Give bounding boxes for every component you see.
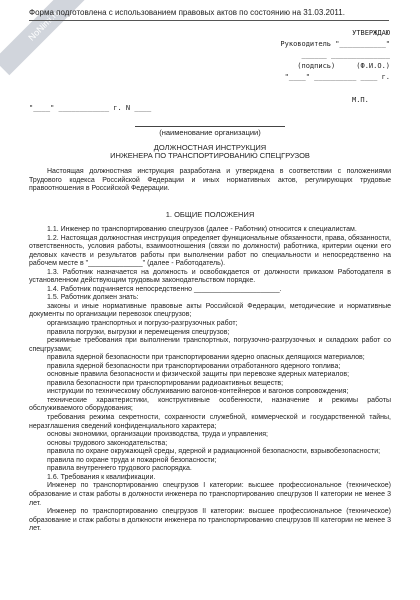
approval-title: УТВЕРЖДАЮ [352,29,390,37]
paragraph: законы и иные нормативные правовые акты Российской Федерации, методические и нормативные документы по организации перевозок спецгрузов; [29,302,391,319]
paragraph: 1.5. Работник должен знать: [47,294,139,302]
paragraph: правила по охране окружающей среды, ядерной и радиационной безопасности, взрывобезопасности; [47,448,381,456]
paragraph: технические характеристики, конструктивные особенности, назначение и режимы работы обслуживаемого оборудования; [29,396,391,413]
paragraph: правила по охране труда и пожарной безопасности; [47,456,217,464]
paragraph: 1.2. Настоящая должностная инструкция определяет функциональные обязанности, права, обязанности, ответственность, условия работы, взаимоотношения (связи по должности) работника, критерии оценки его деловых качеств и результатов работы при выполнении работ по специальности и непосредственно на рабочем месте в "______________" (далее - Работодатель). [29,234,391,268]
header-divider [29,20,389,21]
watermark-banner: NoNimi.ru [0,0,94,75]
section-body [29,226,391,534]
intro-paragraph: Настоящая должностная инструкция разработана и утверждена в соответствии с положениями Трудового кодекса Российской Федерации и иных нормативных актов, регулирующих трудовые правоотношения в Российской Федерации. [29,168,391,193]
paragraph: режимные требования при выполнении транспортных, погрузочно-разгрузочных и складских работ со спецгрузами; [29,337,391,353]
document-date-number: "____" ____________ г. N ____ [29,104,152,112]
header-note: Форма подготовлена с использованием правовых актов по состоянию на 31.03.2011. [29,8,345,17]
paragraph: правила ядерной безопасности при транспортировании отработанного ядерного топлива; [47,362,341,370]
document-title: ДОЛЖНОСТНАЯ ИНСТРУКЦИЯ [153,143,267,152]
paragraph: правила внутреннего трудового распорядка. [47,465,192,473]
approval-block [200,28,390,83]
paragraph: основы трудового законодательства; [47,439,168,447]
document-subtitle: ИНЖЕНЕРА ПО ТРАНСПОРТИРОВАНИЮ СПЕЦГРУЗОВ [110,151,310,160]
approval-manager-line: Руководитель "___________" [280,40,390,48]
paragraph: 1.4. Работник подчиняется непосредственно ______________________. [47,285,282,293]
organization-caption: (наименование организации) [159,128,261,137]
paragraph: 1.6. Требования к квалификации. [47,473,156,481]
section-heading: 1. ОБЩИЕ ПОЛОЖЕНИЯ [165,210,255,219]
paragraph: 1.1. Инженер по транспортированию спецгрузов (далее - Работник) относится к специалистам. [47,226,357,233]
paragraph: инструкции по техническому обслуживанию вагонов-контейнеров и вагонов сопровождения; [47,388,349,396]
paragraph: Инженер по транспортированию спецгрузов II категории: высшее профессиональное (техническое) образование и стаж работы в должности инженера по транспортированию спецгрузов III категории не менее 3 лет. [29,508,391,533]
paragraph: правила безопасности при транспортировании радиоактивных веществ; [47,379,284,387]
paragraph: требования режима секретности, сохранности служебной, коммерческой и государственной тайны, неразглашения сведений конфиденциального характера; [29,414,391,430]
approval-signature-line: ______ ______________ [301,51,390,59]
paragraph: 1.3. Работник назначается на должность и освобождается от должности приказом Работодателя в установленном действующим трудовым законодательством порядке. [29,268,391,285]
paragraph: правила ядерной безопасности при транспортировании ядерно опасных делящихся материалов; [47,354,365,362]
paragraph: правила погрузки, выгрузки и перемещения спецгрузов; [47,328,230,336]
approval-signature-caption: (подпись) (Ф.И.О.) [297,62,390,70]
paragraph: основные правила безопасности и физической защиты при перевозке ядерных материалов; [47,371,350,379]
seal-placeholder: М.П. [352,96,369,104]
organization-line [135,126,285,127]
approval-date-line: "____" __________ ____ г. [284,73,390,81]
paragraph: основы экономики, организации производства, труда и управления; [47,431,269,439]
paragraph: Инженер по транспортированию спецгрузов I категории: высшее профессиональное (техническое) образование и стаж работы в должности инженера по транспортированию спецгрузов II категории не менее 3 лет. [29,482,391,507]
paragraph: организацию транспортных и погрузо-разгрузочных работ; [47,320,238,328]
